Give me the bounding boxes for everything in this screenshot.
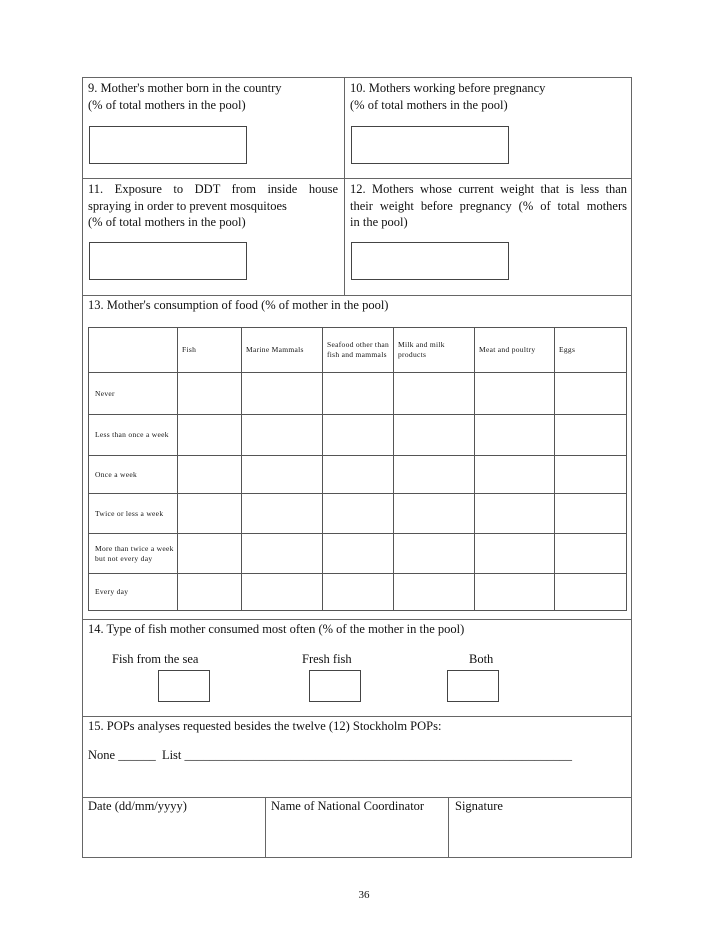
table-row (89, 534, 627, 574)
table-row (89, 415, 627, 456)
answer-cell[interactable] (178, 456, 242, 494)
answer-cell[interactable] (475, 574, 555, 611)
q12-line3: in the pool) (350, 215, 408, 229)
answer-cell[interactable] (242, 373, 323, 415)
answer-cell[interactable] (555, 373, 627, 415)
q9-line1: 9. Mother's mother born in the country (88, 81, 282, 95)
option-fresh-box[interactable] (309, 670, 361, 702)
table-row (89, 494, 627, 534)
coordinator-label: Name of National Coordinator (271, 799, 425, 813)
q13-title: 13. Mother's consumption of food (% of mother in the pool) (88, 298, 389, 312)
column-header: Milk and milk products (394, 328, 475, 373)
q12-line1: 12. Mothers whose current weight that is less than (350, 182, 627, 196)
option-sea-box[interactable] (158, 670, 210, 702)
date-label: Date (dd/mm/yyyy) (88, 799, 187, 813)
q12-answer-box[interactable] (351, 242, 509, 280)
q12-line2: their weight before pregnancy (% of total mothers (350, 198, 627, 213)
q11-answer-box[interactable] (89, 242, 247, 280)
row-label: More than twice a week but not every day (89, 534, 178, 574)
answer-cell[interactable] (475, 494, 555, 534)
answer-cell[interactable] (323, 415, 394, 456)
answer-cell[interactable] (394, 574, 475, 611)
answer-cell[interactable] (323, 456, 394, 494)
answer-cell[interactable] (178, 574, 242, 611)
answer-cell[interactable] (394, 534, 475, 574)
row-label: Never (89, 373, 178, 415)
answer-cell[interactable] (242, 415, 323, 456)
answer-cell[interactable] (394, 456, 475, 494)
column-header: Meat and poultry (475, 328, 555, 373)
q9-answer-box[interactable] (89, 126, 247, 164)
q10-line1: 10. Mothers working before pregnancy (350, 81, 546, 95)
answer-cell[interactable] (323, 574, 394, 611)
answer-cell[interactable] (178, 494, 242, 534)
q11-line3: (% of total mothers in the pool) (88, 215, 246, 229)
table-row (89, 373, 627, 415)
answer-cell[interactable] (475, 415, 555, 456)
divider-q14-q15 (82, 716, 632, 717)
signature-label: Signature (455, 799, 503, 813)
option-both-label: Both (469, 652, 494, 666)
answer-cell[interactable] (394, 373, 475, 415)
answer-cell[interactable] (242, 534, 323, 574)
q12-label (350, 181, 627, 231)
table-row (89, 456, 627, 494)
answer-cell[interactable] (178, 415, 242, 456)
q9-label (88, 80, 338, 113)
answer-cell[interactable] (323, 494, 394, 534)
row-label: Less than once a week (89, 415, 178, 456)
q14-title: 14. Type of fish mother consumed most often (% of the mother in the pool) (88, 622, 465, 636)
row-label: Twice or less a week (89, 494, 178, 534)
divider-q13-q14 (82, 619, 632, 620)
answer-cell[interactable] (242, 456, 323, 494)
answer-cell[interactable] (323, 534, 394, 574)
answer-cell[interactable] (555, 415, 627, 456)
divider-footer-2 (448, 797, 449, 858)
column-header: Marine Mammals (242, 328, 323, 373)
row-label: Every day (89, 574, 178, 611)
table-header-row (89, 328, 627, 373)
answer-cell[interactable] (323, 373, 394, 415)
food-consumption-table (88, 327, 627, 611)
answer-cell[interactable] (555, 574, 627, 611)
divider-q11-q13 (82, 295, 632, 296)
answer-cell[interactable] (555, 494, 627, 534)
option-both-box[interactable] (447, 670, 499, 702)
list-field[interactable]: List ______________________________________________________________ (161, 748, 573, 762)
column-header: Fish (178, 328, 242, 373)
column-header: Eggs (555, 328, 627, 373)
q10-label (350, 80, 628, 113)
answer-cell[interactable] (475, 456, 555, 494)
header-corner-cell (89, 328, 178, 373)
page-number: 36 (358, 889, 370, 901)
answer-cell[interactable] (242, 494, 323, 534)
q10-line2: (% of total mothers in the pool) (350, 97, 508, 112)
answer-cell[interactable] (555, 534, 627, 574)
answer-cell[interactable] (555, 456, 627, 494)
divider-q-middle (344, 77, 345, 295)
q15-title: 15. POPs analyses requested besides the twelve (12) Stockholm POPs: (88, 719, 442, 733)
answer-cell[interactable] (178, 534, 242, 574)
q15-answer-line (88, 747, 628, 764)
answer-cell[interactable] (475, 534, 555, 574)
answer-cell[interactable] (475, 373, 555, 415)
answer-cell[interactable] (394, 415, 475, 456)
q11-line2: spraying in order to prevent mosquitoes (88, 198, 287, 213)
q11-line1: 11. Exposure to DDT from inside house (88, 182, 338, 196)
q10-answer-box[interactable] (351, 126, 509, 164)
option-fresh-label: Fresh fish (302, 652, 352, 666)
answer-cell[interactable] (242, 574, 323, 611)
divider-footer-1 (265, 797, 266, 858)
option-sea-label: Fish from the sea (112, 652, 199, 666)
answer-cell[interactable] (394, 494, 475, 534)
column-header: Seafood other than fish and mammals (323, 328, 394, 373)
q9-line2: (% of total mothers in the pool) (88, 97, 246, 112)
row-label: Once a week (89, 456, 178, 494)
table-row (89, 574, 627, 611)
q11-label (88, 181, 338, 231)
none-field[interactable]: None ______ (88, 748, 156, 762)
divider-q9-q11 (82, 178, 632, 179)
answer-cell[interactable] (178, 373, 242, 415)
